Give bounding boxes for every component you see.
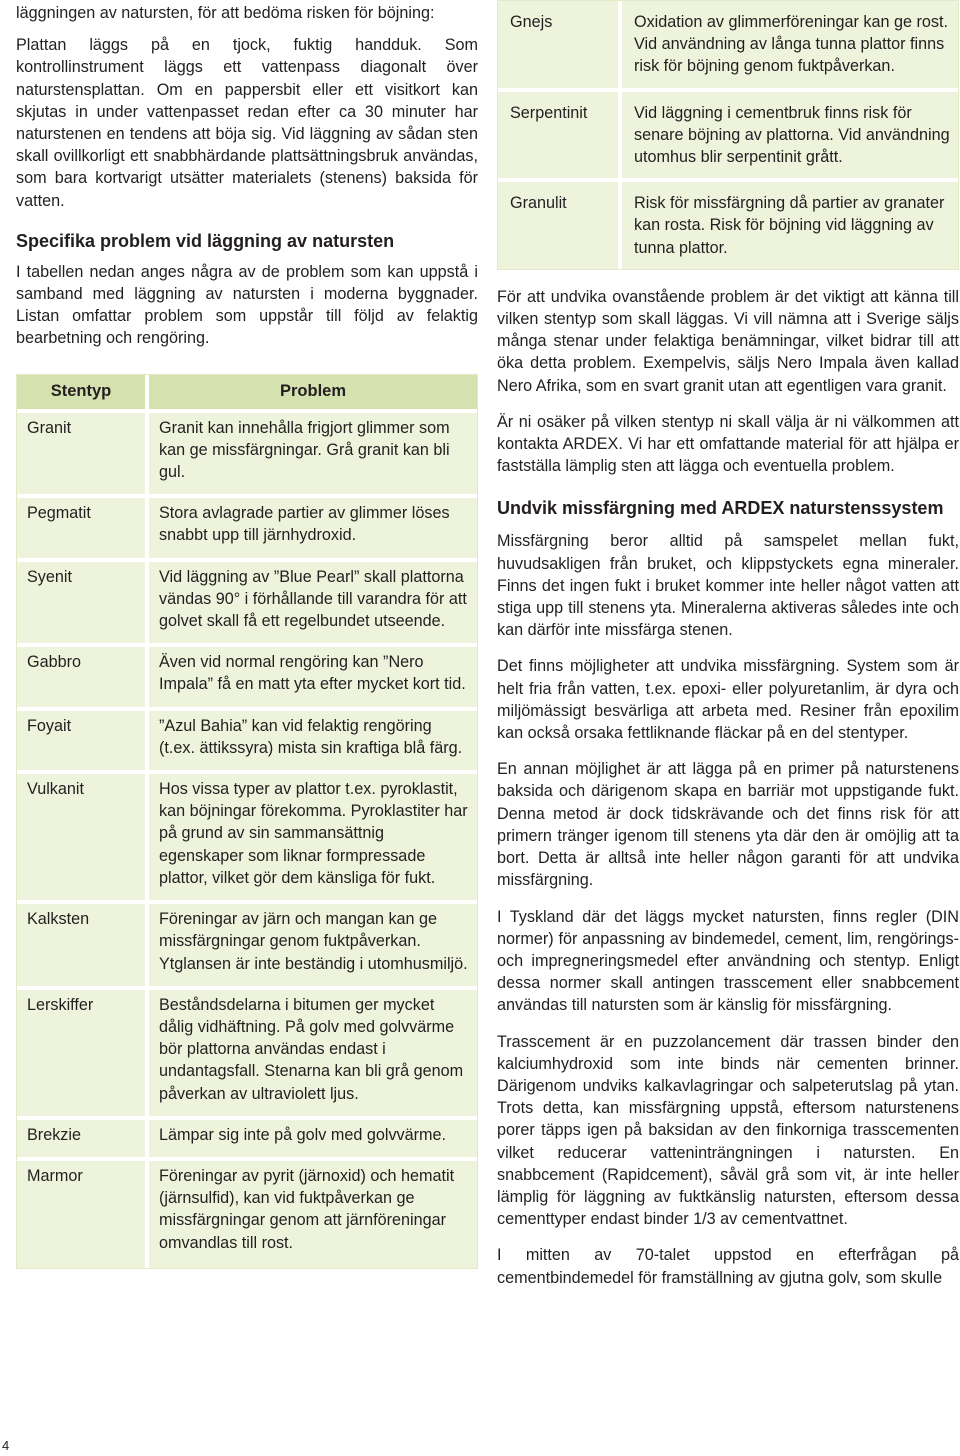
table-row (498, 182, 958, 269)
table-header-row (17, 375, 477, 413)
right-column (497, 0, 959, 1289)
stone-type-cell: Granit (17, 413, 149, 499)
problem-cell: ”Azul Bahia” kan vid felaktig rengöring (t.ex. ättikssyra) mista sin kraftiga blå färg. (149, 711, 477, 774)
paragraph: Missfärgning beror alltid på samspelet mellan fukt, huvudsakligen från bruket, och klippstyckets egna mineraler. Finns det ingen fukt i bruket kommer inte heller något vatten att stiga upp till stenens yta. Mineralerna aktiveras således inte och kan därför inte missfärga stenen. (497, 532, 959, 640)
problem-cell: Hos vissa typer av plattor t.ex. pyroklastit, kan böjningar förekomma. Pyroklastiter har på grund av sin sammansättnig egenskaper som liknar formpressade plattor, vilket gör dem känsliga för fukt. (149, 774, 477, 904)
intro-paragraph-1: läggningen av natursten, för att bedöma risken för böjning: (16, 4, 435, 22)
table-row (17, 774, 477, 904)
paragraph: I mitten av 70-talet uppstod en efterfrågan på cementbindemedel för framställning av gjutna golv, som skulle (497, 1246, 959, 1287)
stone-type-cell: Pegmatit (17, 498, 149, 561)
problem-cell: Vid läggning av ”Blue Pearl” skall plattorna vändas 90° i förhållande till varandra för att golvet skall få ett regelbundet utseende. (149, 562, 477, 648)
table-row (17, 413, 477, 499)
section-heading-problems: Specifika problem vid läggning av natursten (16, 230, 395, 251)
table-row (17, 498, 477, 561)
stone-type-cell: Lerskiffer (17, 990, 149, 1120)
stone-problem-table-continued (497, 0, 959, 270)
section-heading-ardex: Undvik missfärgning med ARDEX naturstenssystem (497, 498, 944, 519)
stone-type-cell: Granulit (498, 182, 622, 269)
stone-type-cell: Gnejs (498, 1, 622, 92)
table-row (17, 904, 477, 990)
paragraph: För att undvika ovanstående problem är det viktigt att känna till vilken stentyp som skall läggas. Vi vill nämna att i Sverige säljs många stenar under felaktiga benämningar, vilket bidrar till att öka detta problem. Exempelvis, säljs Nero Impala även kallad Nero Afrika, som en svart granit utan att egentligen vara granit. (497, 287, 959, 395)
table-row (17, 562, 477, 648)
stone-problem-table (16, 374, 478, 1269)
paragraph: I Tyskland där det läggs mycket natursten, finns regler (DIN normer) för anpassning av bindemedel, cement, lim, rengörings- och impregneringsmedel efter användning och stentyp. Enligt dessa normer skall antingen trasscement eller snabbcement användas till natursten som är känslig för missfärgning. (497, 907, 959, 1015)
stone-type-cell: Brekzie (17, 1120, 149, 1161)
problem-cell: Stora avlagrade partier av glimmer löses snabbt upp till järnhydroxid. (149, 498, 477, 561)
table-row (17, 1120, 477, 1161)
stone-type-cell: Marmor (17, 1161, 149, 1268)
column-header-problem: Problem (149, 375, 477, 413)
stone-type-cell: Gabbro (17, 647, 149, 710)
table-row (498, 92, 958, 183)
table-row (17, 990, 477, 1120)
problem-cell: Vid läggning i cementbruk finns risk för senare böjning av plattorna. Vid användning utomhus blir serpentinit grått. (622, 92, 958, 183)
left-column (16, 2, 478, 1269)
problem-cell: Föreningar av järn och mangan kan ge missfärgningar genom fuktpåverkan. Ytglansen är inte beständig i utomhusmiljö. (149, 904, 477, 990)
page-number: 4 (2, 1438, 10, 1453)
section-paragraph: I tabellen nedan anges några av de problem som kan uppstå i samband med läggning av natursten i moderna byggnader. Listan omfattar problem som uppstår till följd av felaktig bearbetning och rengöring. (16, 262, 478, 348)
intro-paragraph-2: Plattan läggs på en tjock, fuktig handduk. Som kontrollinstrument läggs ett vattenpass diagonalt över naturstensplattan. Om en pappersbit eller ett visitkort kan skjutas in under vattenpasset redan efter ca 30 minuter har naturstenen en tendens att böja sig. Vid läggning av sådan sten skall ovillkorligt ett snabbhärdande plattsättningsbruk användas, som bara kortvarigt utsätter materialets (stenens) baksida för vatten. (16, 36, 478, 210)
paragraph: Är ni osäker på vilken stentyp ni skall välja är ni välkommen att kontakta ARDEX. Vi har ett omfattande material för att hjälpa er fastställa lämplig sten att lägga och eventuella problem. (497, 412, 959, 476)
stone-type-cell: Syenit (17, 562, 149, 648)
table-row (17, 647, 477, 710)
problem-cell: Beståndsdelarna i bitumen ger mycket dålig vidhäftning. På golv med golvvärme bör plattorna användas endast i undantagsfall. Stenarna kan bli grå genom påverkan av ultraviolett ljus. (149, 990, 477, 1120)
column-header-stentyp: Stentyp (17, 375, 149, 413)
table-row (498, 1, 958, 92)
stone-type-cell: Foyait (17, 711, 149, 774)
problem-cell: Granit kan innehålla frigjort glimmer som kan ge missfärgningar. Grå granit kan bli gul. (149, 413, 477, 499)
stone-type-cell: Serpentinit (498, 92, 622, 183)
problem-cell: Risk för missfärgning då partier av granater kan rosta. Risk för böjning vid läggning av tunna plattor. (634, 194, 945, 257)
problem-cell: Lämpar sig inte på golv med golvvärme. (149, 1120, 477, 1161)
table-row (17, 711, 477, 774)
paragraph: En annan möjlighet är att lägga på en primer på naturstenens baksida och därigenom skapa en barriär mot uppstigande fukt. Denna metod är dock tidskrävande och det finns risk för att primern tränger igenom till stenens yta där den är omöjlig att ta bort. Detta är alltså inte heller någon garanti för att undvika missfärgning. (497, 760, 959, 890)
paragraph: Trasscement är en puzzolancement där trassen binder den kalciumhydroxid som inte binds när cementen brinner. Därigenom undviks kalkavlagringar och salpeterutslag på ytan. Trots detta, kan missfärgning uppstå, eftersom naturstenens porer täpps igen på baksidan av den finkorniga trasscementen vilket reducerar vatteninträngningen i natursten. En snabbcement (Rapidcement), såväl grå som vit, är inte heller lämplig för läggning av fuktkänslig natursten, eftersom dessa cementtyper endast binder 1/3 av cementvattnet. (497, 1032, 959, 1229)
stone-type-cell: Vulkanit (17, 774, 149, 904)
paragraph: Det finns möjligheter att undvika missfärgning. System som är helt fria från vatten, t.ex. epoxi- eller polyuretanlim, är dyra och miljömässigt besvärliga att arbeta med. Resiner från epoxilim kan också orsaka fettliknande fläckar på en del stentyper. (497, 657, 959, 743)
stone-type-cell: Kalksten (17, 904, 149, 990)
problem-cell: Föreningar av pyrit (järnoxid) och hematit (järnsulfid), kan vid fuktpåverkan ge missfärgningar genom att järnföreningar omvandlas till rost. (159, 1166, 455, 1252)
problem-cell: Även vid normal rengöring kan ”Nero Impala” få en matt yta efter mycket kort tid. (149, 647, 477, 710)
problem-cell: Oxidation av glimmerföreningar kan ge rost. Vid användning av långa tunna plattor finns risk för böjning genom fuktpåverkan. (622, 1, 958, 92)
table-row (17, 1161, 477, 1268)
